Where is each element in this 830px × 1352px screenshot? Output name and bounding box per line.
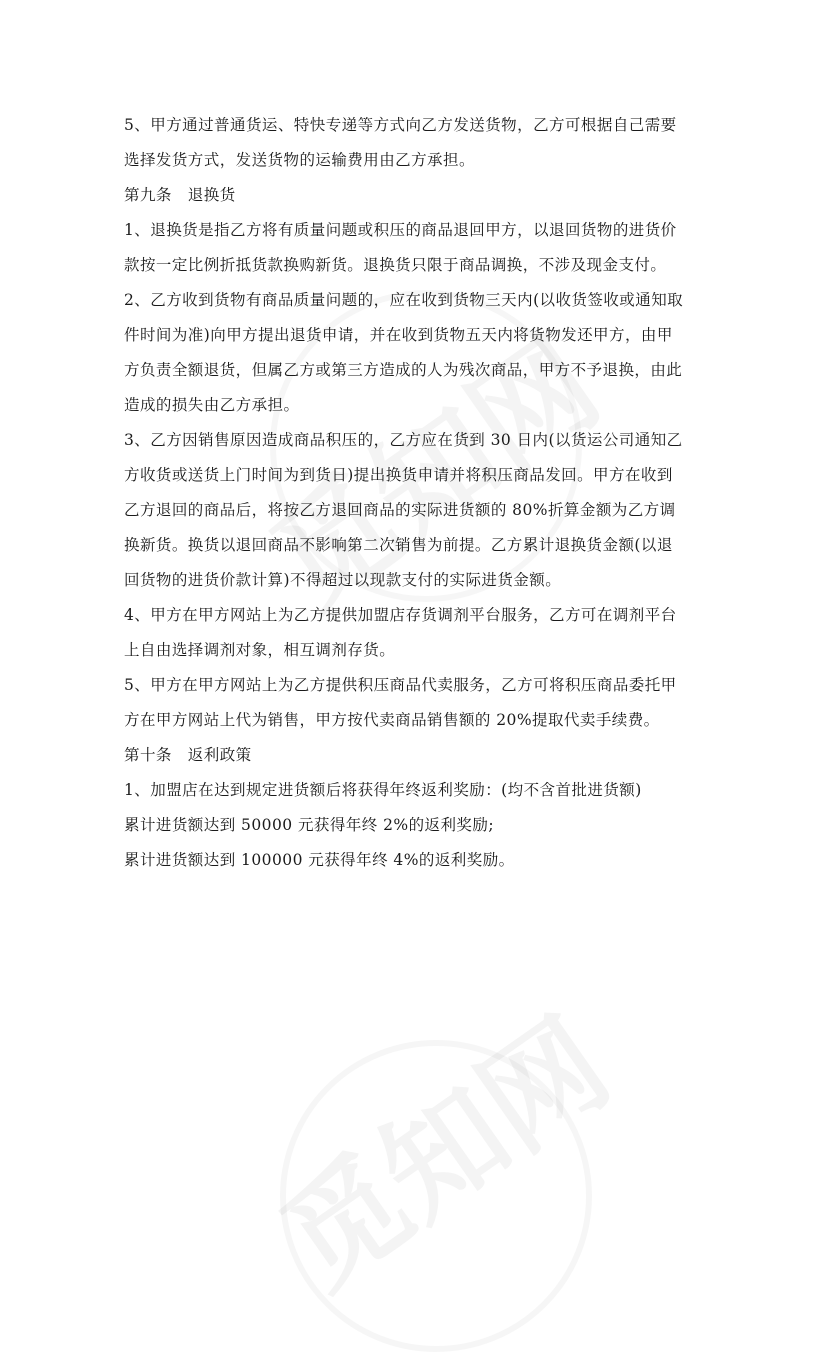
paragraph-art9-1 bbox=[124, 213, 714, 283]
text-line: 5、甲方通过普通货运、特快专递等方式向乙方发送货物，乙方可根据自己需要 bbox=[124, 116, 677, 134]
watermark-text bbox=[243, 972, 637, 1319]
paragraph-p5-delivery bbox=[124, 108, 714, 178]
text-line: 方收货或送货上门时间为到货日)提出换货申请并将积压商品发回。甲方在收到 bbox=[124, 466, 673, 484]
text-line: 上自由选择调剂对象，相互调剂存货。 bbox=[124, 641, 396, 659]
text-line: 累计进货额达到 50000 元获得年终 2%的返利奖励; bbox=[124, 816, 495, 834]
text-line: 方负责全额退货，但属乙方或第三方造成的人为残次商品，甲方不予退换，由此 bbox=[124, 361, 683, 379]
paragraph-art9-2 bbox=[124, 283, 714, 423]
text-line: 件时间为准)向甲方提出退货申请，并在收到货物五天内将货物发还甲方，由甲 bbox=[124, 326, 673, 344]
paragraph-art9-3 bbox=[124, 423, 714, 598]
paragraph-art10-1 bbox=[124, 773, 714, 808]
section-heading: 第十条 返利政策 bbox=[124, 746, 252, 764]
text-line: 5、甲方在甲方网站上为乙方提供积压商品代卖服务，乙方可将积压商品委托甲 bbox=[124, 676, 677, 694]
text-line: 回货物的进货价款计算)不得超过以现款支付的实际进货金额。 bbox=[124, 571, 562, 589]
text-line: 选择发货方式，发送货物的运输费用由乙方承担。 bbox=[124, 151, 475, 169]
paragraph-art9-5 bbox=[124, 668, 714, 738]
section-heading: 第九条 退换货 bbox=[124, 186, 236, 204]
article-9-heading bbox=[124, 178, 714, 213]
text-line: 1、退换货是指乙方将有质量问题或积压的商品退回甲方，以退回货物的进货价 bbox=[124, 221, 677, 239]
text-line: 造成的损失由乙方承担。 bbox=[124, 396, 300, 414]
text-line: 乙方退回的商品后，将按乙方退回商品的实际进货额的 80%折算金额为乙方调 bbox=[124, 501, 676, 519]
text-line: 1、加盟店在达到规定进货额后将获得年终返利奖励：(均不含首批进货额) bbox=[124, 781, 642, 799]
text-line: 款按一定比例折抵货款换购新货。退换货只限于商品调换，不涉及现金支付。 bbox=[124, 256, 667, 274]
paragraph-art10-1b bbox=[124, 843, 714, 878]
paragraph-art10-1a bbox=[124, 808, 714, 843]
text-line: 累计进货额达到 100000 元获得年终 4%的返利奖励。 bbox=[124, 851, 515, 869]
watermark-seal bbox=[280, 1040, 592, 1352]
paragraph-art9-4 bbox=[124, 598, 714, 668]
text-line: 2、乙方收到货物有商品质量问题的，应在收到货物三天内(以收货签收或通知取 bbox=[124, 291, 684, 309]
text-line: 3、乙方因销售原因造成商品积压的，乙方应在货到 30 日内(以货运公司通知乙 bbox=[124, 431, 683, 449]
article-10-heading bbox=[124, 738, 714, 773]
text-line: 4、甲方在甲方网站上为乙方提供加盟店存货调剂平台服务，乙方可在调剂平台 bbox=[124, 606, 677, 624]
document-body bbox=[124, 108, 714, 878]
text-line: 换新货。换货以退回商品不影响第二次销售为前提。乙方累计退换货金额(以退 bbox=[124, 536, 673, 554]
text-line: 方在甲方网站上代为销售，甲方按代卖商品销售额的 20%提取代卖手续费。 bbox=[124, 711, 660, 729]
